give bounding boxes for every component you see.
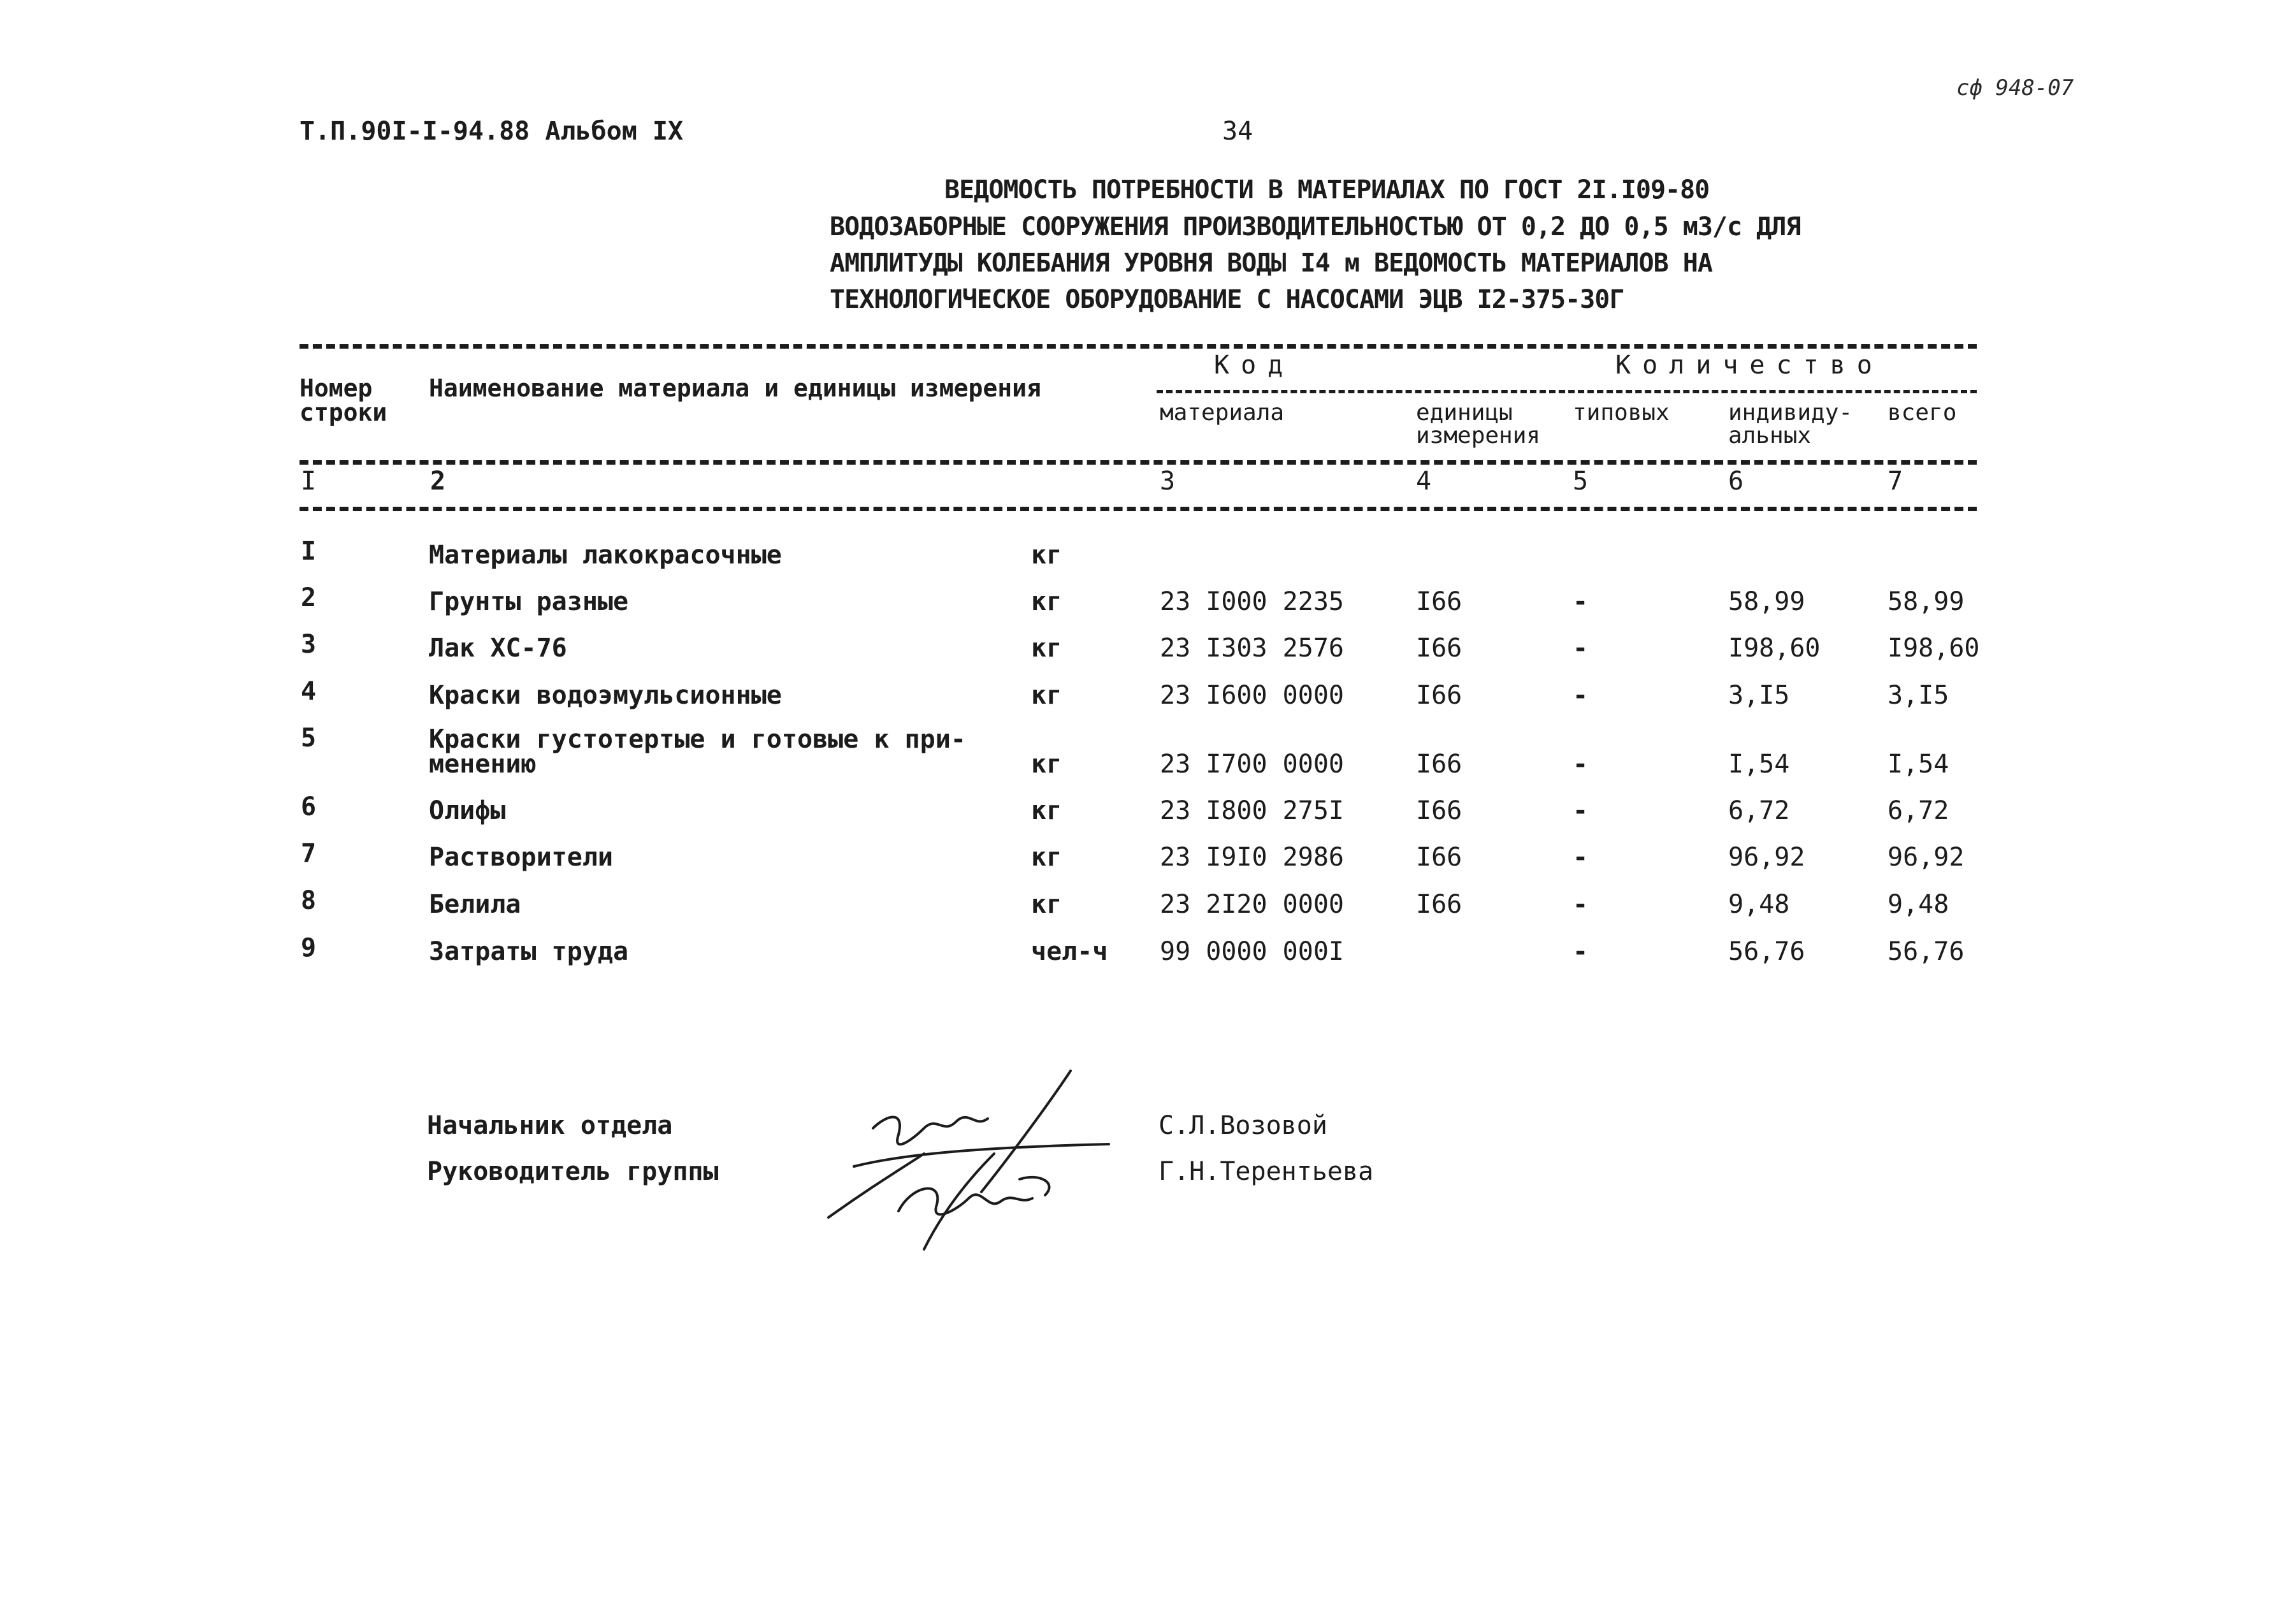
- table-row-unit: кг: [1031, 750, 1062, 779]
- table-row-unit: кг: [1031, 843, 1062, 872]
- table-top-rule: [300, 344, 1977, 349]
- table-row-material: Белила: [429, 890, 521, 919]
- table-row-number: 2: [301, 583, 317, 613]
- table-row-material: Затраты труда: [429, 937, 629, 966]
- header-row-number-1: Номер: [300, 374, 373, 402]
- table-row-number: 5: [301, 723, 317, 753]
- title-line-1: ВЕДОМОСТЬ ПОТРЕБНОСТИ В МАТЕРИАЛАХ ПО ГОСТ 2I.I09-80: [944, 175, 1710, 205]
- table-row-material: Олифы: [429, 796, 506, 825]
- signature-name-group-lead: Г.Н.Терентьева: [1159, 1157, 1374, 1186]
- table-row-unit: кг: [1031, 587, 1062, 616]
- table-row-individual: I,54: [1728, 750, 1790, 779]
- table-row-total: 9,48: [1888, 890, 1949, 919]
- header-quantity-group: Количество: [1615, 351, 1884, 380]
- table-row-total: I98,60: [1888, 634, 1980, 663]
- table-row-code: 23 I800 275I: [1160, 796, 1344, 825]
- table-row-unit: чел-ч: [1031, 937, 1108, 966]
- table-row-code: 23 I303 2576: [1160, 634, 1344, 663]
- table-row-material-continued: менению: [429, 750, 537, 779]
- table-row-unit-code: I66: [1416, 843, 1462, 872]
- table-row-typical: -: [1573, 587, 1589, 616]
- title-line-2: ВОДОЗАБОРНЫЕ СООРУЖЕНИЯ ПРОИЗВОДИТЕЛЬНОСТЬЮ ОТ 0,2 ДО 0,5 м3/с ДЛЯ: [830, 212, 1801, 242]
- column-number: 7: [1888, 467, 1903, 496]
- table-row-unit-code: I66: [1416, 890, 1462, 919]
- header-code-material: материала: [1160, 400, 1285, 426]
- signature-role-group-lead: Руководитель группы: [427, 1157, 719, 1186]
- table-row-unit-code: I66: [1416, 750, 1462, 779]
- table-row-unit-code: I66: [1416, 587, 1462, 616]
- table-row-number: I: [301, 537, 317, 566]
- table-row-unit-code: I66: [1416, 681, 1462, 710]
- table-row-code: 23 2I20 0000: [1160, 890, 1344, 919]
- table-row-code: 23 I700 0000: [1160, 750, 1344, 779]
- column-number: 5: [1573, 467, 1589, 496]
- table-row-total: 56,76: [1888, 937, 1965, 966]
- table-row-total: 6,72: [1888, 796, 1949, 825]
- table-row-unit: кг: [1031, 681, 1062, 710]
- table-row-material: Лак ХС-76: [429, 634, 567, 663]
- table-row-total: 58,99: [1888, 587, 1965, 616]
- header-qty-individual-1: индивиду-: [1728, 400, 1853, 426]
- header-qty-individual-2: альных: [1728, 423, 1812, 449]
- table-row-total: I,54: [1888, 750, 1949, 779]
- title-line-4: ТЕХНОЛОГИЧЕСКОЕ ОБОРУДОВАНИЕ С НАСОСАМИ ЭЦВ I2-375-30Г: [830, 285, 1624, 314]
- table-row-typical: -: [1573, 634, 1589, 663]
- table-row-material: Грунты разные: [429, 587, 629, 616]
- table-row-unit: кг: [1031, 796, 1062, 825]
- table-row-number: 9: [301, 933, 317, 962]
- table-row-number: 8: [301, 886, 317, 915]
- corner-handwritten-note: сф 948-07: [1956, 75, 2074, 101]
- table-row-typical: -: [1573, 681, 1589, 710]
- table-row-typical: -: [1573, 937, 1589, 966]
- table-row-typical: -: [1573, 750, 1589, 779]
- signature-role-head: Начальник отдела: [427, 1111, 673, 1140]
- header-group-rule: [1157, 390, 1977, 393]
- document-reference: Т.П.90I-I-94.88 Альбом IX: [300, 117, 684, 146]
- table-row-material: Материалы лакокрасочные: [429, 541, 782, 570]
- column-number: 4: [1416, 467, 1432, 496]
- table-row-unit: кг: [1031, 541, 1062, 570]
- table-row-unit: кг: [1031, 634, 1062, 663]
- header-qty-total: всего: [1888, 400, 1957, 426]
- table-row-unit-code: I66: [1416, 634, 1462, 663]
- handwritten-signature-icon: [777, 1058, 1134, 1256]
- column-number: 2: [430, 467, 446, 496]
- header-bottom-rule: [300, 460, 1977, 465]
- table-row-typical: -: [1573, 796, 1589, 825]
- table-row-total: 3,I5: [1888, 681, 1949, 710]
- table-row-typical: -: [1573, 890, 1589, 919]
- header-code-group: Код: [1214, 351, 1295, 380]
- table-row-individual: 3,I5: [1728, 681, 1790, 710]
- header-row-number-2: строки: [300, 398, 387, 426]
- table-row-individual: 56,76: [1728, 937, 1805, 966]
- table-row-individual: 58,99: [1728, 587, 1805, 616]
- column-number: 3: [1160, 467, 1176, 496]
- header-code-unit-1: единицы: [1416, 400, 1513, 426]
- table-row-number: 4: [301, 677, 317, 706]
- table-row-number: 3: [301, 630, 317, 659]
- table-row-total: 96,92: [1888, 843, 1965, 872]
- page-number: 34: [1222, 117, 1253, 146]
- header-qty-typical: типовых: [1573, 400, 1670, 426]
- table-row-unit-code: I66: [1416, 796, 1462, 825]
- table-row-individual: 96,92: [1728, 843, 1805, 872]
- table-row-material: Растворители: [429, 843, 613, 872]
- table-row-number: 7: [301, 839, 317, 868]
- table-row-material: Краски густотертые и готовые к при-: [429, 725, 966, 754]
- table-row-number: 6: [301, 792, 317, 822]
- table-row-code: 23 I9I0 2986: [1160, 843, 1344, 872]
- table-row-individual: 9,48: [1728, 890, 1790, 919]
- header-code-unit-2: измерения: [1416, 423, 1541, 449]
- table-row-individual: I98,60: [1728, 634, 1821, 663]
- column-number: 6: [1728, 467, 1744, 496]
- title-line-3: АМПЛИТУДЫ КОЛЕБАНИЯ УРОВНЯ ВОДЫ I4 м ВЕДОМОСТЬ МАТЕРИАЛОВ НА: [830, 249, 1712, 278]
- column-number-rule: [300, 507, 1977, 511]
- table-row-code: 23 I000 2235: [1160, 587, 1344, 616]
- column-number: I: [301, 467, 317, 496]
- table-row-code: 99 0000 000I: [1160, 937, 1344, 966]
- table-row-unit: кг: [1031, 890, 1062, 919]
- table-row-typical: -: [1573, 843, 1589, 872]
- table-row-code: 23 I600 0000: [1160, 681, 1344, 710]
- signature-name-head: С.Л.Возовой: [1159, 1111, 1327, 1140]
- header-material-name: Наименование материала и единицы измерения: [429, 374, 1041, 402]
- table-row-material: Краски водоэмульсионные: [429, 681, 782, 710]
- table-row-individual: 6,72: [1728, 796, 1790, 825]
